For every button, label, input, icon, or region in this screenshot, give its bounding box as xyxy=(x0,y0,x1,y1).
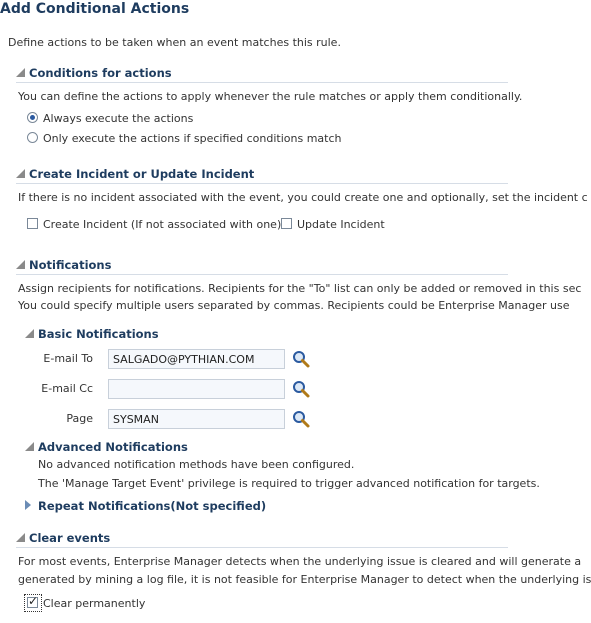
section-divider xyxy=(16,274,508,275)
search-icon[interactable] xyxy=(292,410,310,428)
collapse-triangle-icon xyxy=(16,68,25,77)
radio-always-execute[interactable] xyxy=(27,112,38,123)
incident-text: If there is no incident associated with the event, you could create one and optionally, set the incident c xyxy=(18,191,588,204)
notifications-text-2: You could specify multiple users separated by commas. Recipients could be Enterprise Manager use xyxy=(18,299,570,312)
collapse-triangle-icon xyxy=(25,442,34,451)
collapse-triangle-icon xyxy=(16,169,25,178)
section-divider xyxy=(16,183,508,184)
create-incident-checkbox[interactable] xyxy=(27,218,38,229)
clear-events-header-label: Clear events xyxy=(29,531,111,545)
page-title: Add Conditional Actions xyxy=(0,1,190,17)
conditions-header-label: Conditions for actions xyxy=(29,66,172,80)
notifications-header-label: Notifications xyxy=(29,258,112,272)
email-to-label: E-mail To xyxy=(43,352,93,365)
checkmark-icon: ✓ xyxy=(28,594,39,608)
collapse-triangle-icon xyxy=(25,329,34,338)
basic-notifications-label: Basic Notifications xyxy=(38,327,159,341)
section-divider xyxy=(16,547,508,548)
update-incident-label[interactable]: Update Incident xyxy=(297,218,385,231)
page-description: Define actions to be taken when an event matches this rule. xyxy=(8,36,341,49)
radio-always-execute-label[interactable]: Always execute the actions xyxy=(43,112,194,125)
advanced-notifications-label: Advanced Notifications xyxy=(38,440,188,454)
conditions-text: You can define the actions to apply whenever the rule matches or apply them conditionally. xyxy=(18,90,523,103)
advanced-notifications-line-2: The 'Manage Target Event' privilege is required to trigger advanced notification for targets. xyxy=(38,477,540,490)
repeat-notifications-label: Repeat Notifications(Not specified) xyxy=(38,499,267,513)
section-divider xyxy=(16,82,508,83)
search-icon[interactable] xyxy=(292,380,310,398)
advanced-notifications-header[interactable] xyxy=(25,440,225,456)
notifications-section-header[interactable] xyxy=(16,258,508,275)
radio-conditional-execute[interactable] xyxy=(27,132,38,143)
expand-triangle-icon xyxy=(25,500,31,510)
update-incident-checkbox[interactable] xyxy=(281,218,292,229)
create-incident-label[interactable]: Create Incident (If not associated with one) xyxy=(43,218,282,231)
incident-header-label: Create Incident or Update Incident xyxy=(29,167,255,181)
clear-permanently-checkbox[interactable] xyxy=(27,594,39,608)
clear-events-section-header[interactable] xyxy=(16,531,508,548)
incident-section-header[interactable] xyxy=(16,167,508,184)
collapse-triangle-icon xyxy=(16,533,25,542)
email-cc-field[interactable] xyxy=(108,379,285,399)
clear-events-text-1: For most events, Enterprise Manager detects when the underlying issue is cleared and will generate a xyxy=(18,555,582,568)
email-to-field[interactable]: SALGADO@PYTHIAN.COM xyxy=(108,349,285,369)
clear-events-text-2: generated by mining a log file, it is not feasible for Enterprise Manager to detect when the underlying is xyxy=(18,573,591,586)
search-icon[interactable] xyxy=(292,350,310,368)
advanced-notifications-line-1: No advanced notification methods have been configured. xyxy=(38,458,355,471)
page-label: Page xyxy=(66,412,93,425)
basic-notifications-header[interactable] xyxy=(25,327,225,343)
radio-conditional-execute-label[interactable]: Only execute the actions if specified conditions match xyxy=(43,132,342,145)
collapse-triangle-icon xyxy=(16,260,25,269)
email-cc-label: E-mail Cc xyxy=(41,382,93,395)
repeat-notifications-toggle[interactable] xyxy=(25,499,267,513)
conditions-section-header[interactable] xyxy=(16,66,508,83)
page-field[interactable]: SYSMAN xyxy=(108,409,285,429)
notifications-text-1: Assign recipients for notifications. Recipients for the "To" list can only be added or removed in this sec xyxy=(18,282,582,295)
clear-permanently-label[interactable]: Clear permanently xyxy=(43,597,146,610)
